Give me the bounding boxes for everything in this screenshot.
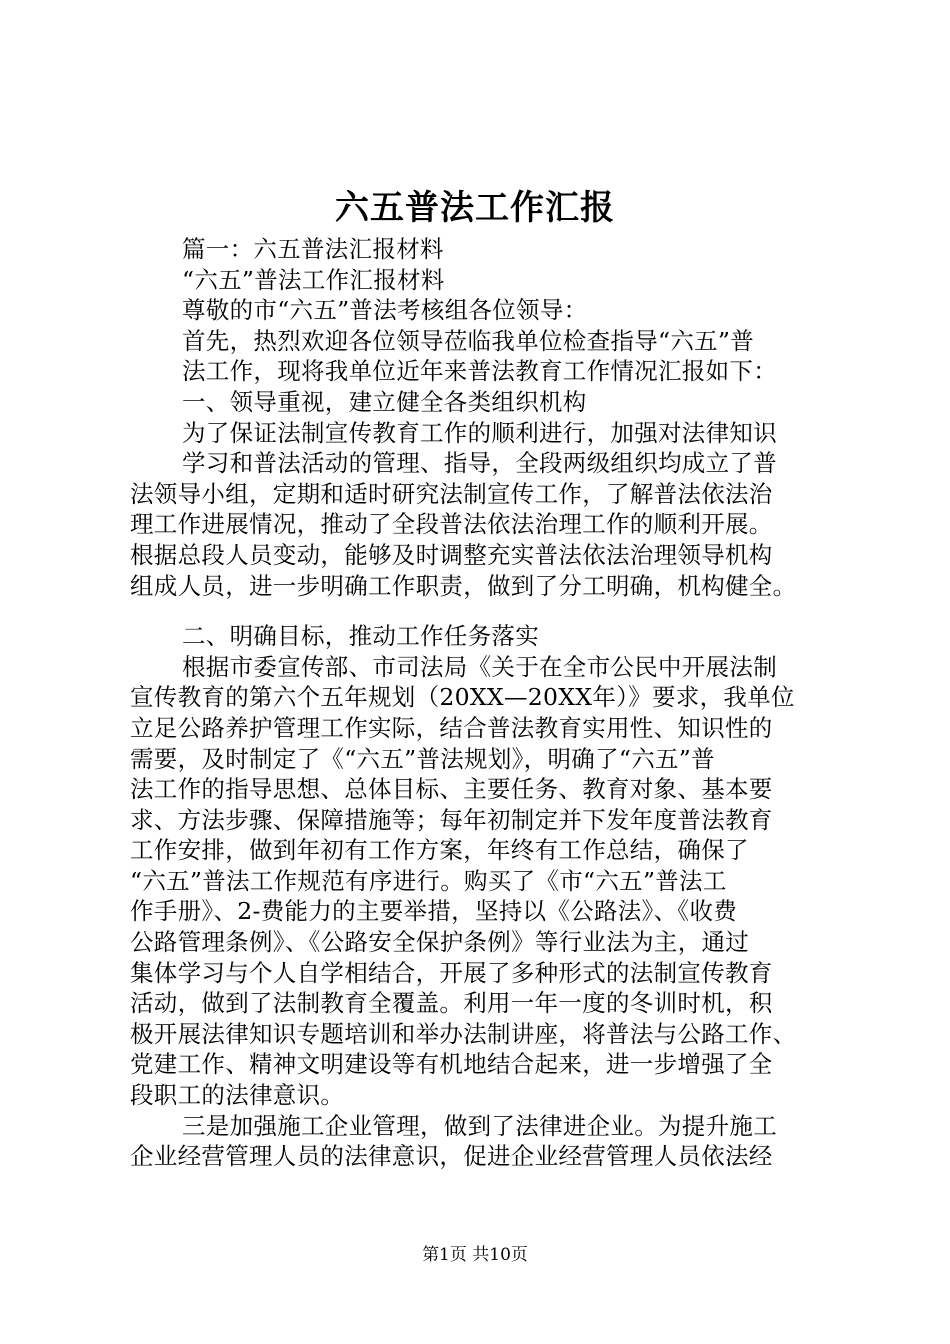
body-line: 党建工作、精神文明建设等有机地结合起来，进一步增强了全 (130, 1050, 773, 1079)
body-line: 理工作进展情况，推动了全段普法依法治理工作的顺利开展。 (130, 510, 773, 539)
body-line: 极开展法律知识专题培训和举办法制讲座，将普法与公路工作、 (130, 1019, 797, 1048)
document-title: 六五普法工作汇报 (335, 188, 615, 228)
body-line: 集体学习与个人自学相结合，开展了多种形式的法制宣传教育 (130, 958, 773, 987)
body-line: 求、方法步骤、保障措施等；每年初制定并下发年度普法教育 (130, 805, 773, 834)
body-line: 根据总段人员变动，能够及时调整充实普法依法治理领导机构 (130, 540, 773, 569)
body-line: 企业经营管理人员的法律意识，促进企业经营管理人员依法经 (130, 1142, 773, 1171)
body-line: 一、领导重视，建立健全各类组织机构 (182, 387, 587, 416)
body-line: 活动，做到了法制教育全覆盖。利用一年一度的冬训时机，积 (130, 989, 773, 1018)
body-line: 工作安排，做到年初有工作方案，年终有工作总结，确保了 (130, 836, 749, 865)
body-line: 宣传教育的第六个五年规划（20XX—20XX年）》要求，我单位 (130, 683, 795, 712)
body-line: 篇一：六五普法汇报材料 (182, 235, 444, 263)
body-line: 三是加强施工企业管理，做到了法律进企业。为提升施工 (182, 1111, 777, 1140)
body-line: 为了保证法制宣传教育工作的顺利进行，加强对法律知识 (182, 418, 777, 447)
body-line: 作手册》、2-费能力的主要举措，坚持以《公路法》、《收费 (130, 897, 738, 926)
body-line: 段职工的法律意识。 (130, 1081, 345, 1110)
body-line: 公路管理条例》、《公路安全保护条例》等行业法为主，通过 (130, 928, 750, 957)
page-footer: 第1页 共10页 (422, 1245, 528, 1265)
body-line: “六五”普法工作汇报材料 (182, 265, 445, 294)
body-line: 法工作的指导思想、总体目标、主要任务、教育对象、基本要 (130, 775, 773, 804)
body-line: 法工作，现将我单位近年来普法教育工作情况汇报如下： (182, 357, 777, 386)
body-line: 组成人员，进一步明确工作职责，做到了分工明确，机构健全。 (130, 571, 797, 600)
paragraph-gap (130, 601, 820, 621)
body-line: 学习和普法活动的管理、指导，全段两级组织均成立了普 (182, 449, 777, 478)
body-line: 法领导小组，定期和适时研究法制宣传工作，了解普法依法治 (130, 479, 773, 508)
body-line: 根据市委宣传部、市司法局《关于在全市公民中开展法制 (182, 652, 777, 681)
body-line: 首先，热烈欢迎各位领导莅临我单位检查指导“六五”普 (182, 326, 755, 355)
body-line: 需要，及时制定了《“六五”普法规划》，明确了“六五”普 (130, 744, 715, 773)
document-body (130, 234, 820, 1172)
body-line: 尊敬的市“六五”普法考核组各位领导： (182, 296, 588, 325)
body-line: 立足公路养护管理工作实际，结合普法教育实用性、知识性的 (130, 713, 773, 742)
body-line: 二、明确目标，推动工作任务落实 (182, 622, 539, 651)
body-line: “六五”普法工作规范有序进行。购买了《市“六五”普法工 (130, 866, 727, 895)
